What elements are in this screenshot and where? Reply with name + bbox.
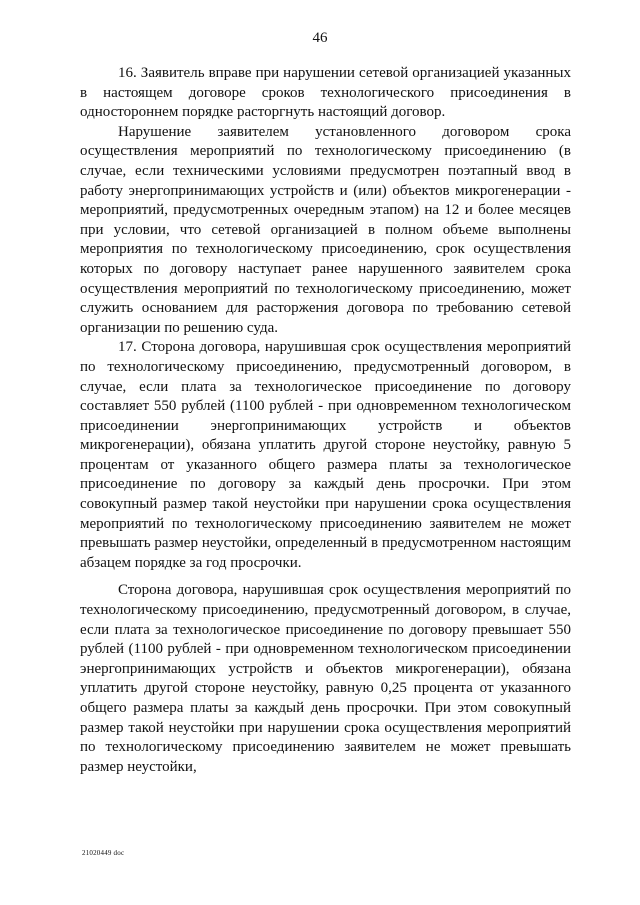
document-body — [80, 64, 571, 777]
paragraph-16: 16. Заявитель вправе при нарушении сетевой организацией указанных в настоящем договоре сроков технологического присоединения в одностороннем порядке расторгнуть настоящий договор. — [80, 65, 571, 121]
paragraph-16-termination: Нарушение заявителем установленного договором срока осуществления мероприятий по технологическому присоединению (в случае, если техническими условиями предусмотрен поэтапный ввод в работу энергопринимающих устройств и (или) объектов микрогенерации - мероприятий, предусмотренных очередным этапом) на 12 и более месяцев при условии, что сетевой организацией в полном объеме выполнены мероприятия по технологическому присоединению, срок осуществления которых по договору наступает ранее нарушенного заявителем срока осуществления мероприятий по технологическому присоединению, может служить основанием для расторжения договора по требованию сетевой организации по решению суда. — [80, 123, 571, 336]
footer-document-code: 21020449 doc — [82, 849, 125, 857]
paragraph-17-penalty: Сторона договора, нарушившая срок осуществления мероприятий по технологическому присоединению, предусмотренный договором, в случае, если плата за технологическое присоединение по договору превышает 550 рублей (1100 рублей - при одновременном технологическом присоединении энергопринимающих устройств и объектов микрогенерации), обязана уплатить другой стороне неустойку, равную 0,25 процента от указанного общего размера платы за каждый день просрочки. При этом совокупный размер такой неустойки при нарушении срока осуществления мероприятий по технологическому присоединению заявителем не может превышать размер неустойки, — [80, 582, 571, 775]
paragraph-17: 17. Сторона договора, нарушившая срок осуществления мероприятий по технологическому присоединению, предусмотренный договором, в случае, если плата за технологическое присоединение по договору составляет 550 рублей (1100 рублей - при одновременном технологическом присоединении энергопринимающих устройств и объектов микрогенерации), обязана уплатить другой стороне неустойку, равную 5 процентам от указанного общего размера платы за технологическое присоединение по договору за каждый день просрочки. При этом совокупный размер такой неустойки при нарушении срока осуществления мероприятий по технологическому присоединению заявителем не может превышать размер неустойки, определенный в предусмотренном настоящим абзацем порядке за год просрочки. — [80, 339, 571, 571]
page-number: 46 — [312, 30, 328, 46]
